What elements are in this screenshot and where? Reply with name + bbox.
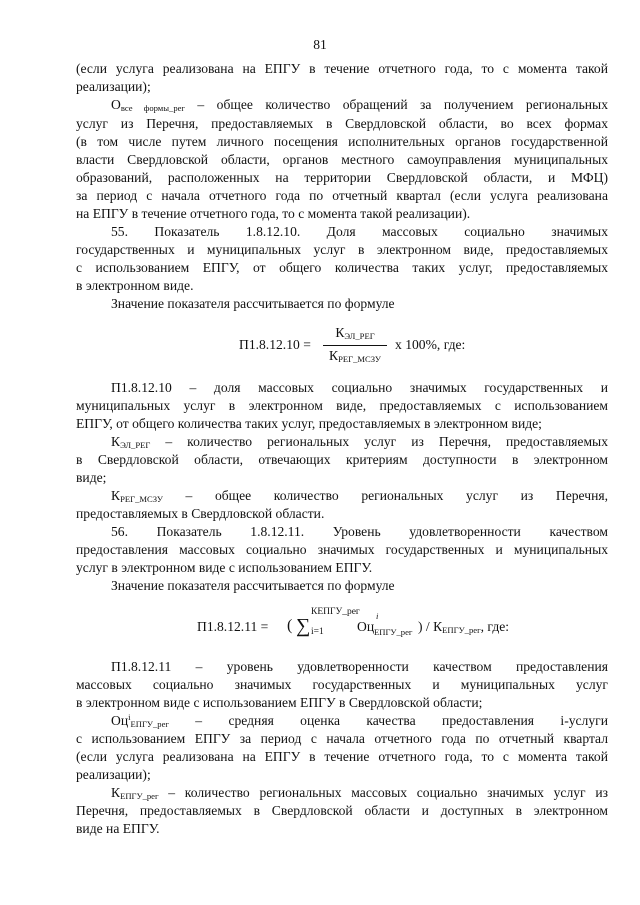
formula-lhs: П1.8.12.11 = (197, 619, 269, 634)
definition-k-epgu: КЕПГУ_рег – количество региональных массовых социально значимых услуг из (111, 785, 608, 801)
text-line: образований, расположенных на территории Свердловской области, и МФЦ) (76, 170, 608, 185)
page-number: 81 (313, 37, 327, 52)
text-line: (если услуга реализована на ЕПГУ в течение отчетного года, то с момента такой (76, 749, 608, 764)
symbol: О (111, 97, 121, 112)
formula-lhs: П1.8.12.10 = (239, 337, 311, 352)
text-line: П1.8.12.10 – доля массовых социально значимых государственных и (111, 380, 608, 395)
average-score-symbol: Оц (357, 619, 375, 634)
text-line: реализации); (76, 767, 151, 782)
sigma-upper-limit: КЕПГУ_рег (311, 607, 360, 617)
text-line: виде на ЕПГУ. (76, 821, 160, 836)
text-line: предоставления массовых социально значимых государственных и муниципальных (76, 542, 608, 557)
text-line: Перечня, предоставляемых в Свердловской области и доступных в электронном (76, 803, 608, 818)
text: – общее количество обращений за получением региональных (184, 97, 608, 112)
text-line: предоставляемых в Свердловской области. (76, 506, 325, 521)
text-line: государственных и муниципальных услуг в электронном виде, предоставляемых (76, 242, 608, 257)
text-line: власти Свердловской области, органов местного самоуправления муниципальных (76, 152, 608, 167)
fraction-denominator: КРЕГ_МСЗУ (329, 348, 381, 364)
text-line: услуг из Перечня, предоставляемых в Свердловской области, во всех формах (76, 116, 608, 131)
open-paren: ( (287, 617, 293, 634)
text-line: с использованием ЕПГУ за период с начала отчетного года по отчетный квартал (76, 731, 608, 746)
text-line: услуг в электронном виде с использованием ЕПГУ. (76, 560, 373, 575)
sigma-symbol: ∑ (296, 615, 311, 637)
text-line: (если услуга реализована на ЕПГУ в течение отчетного года, то с момента такой (76, 61, 608, 76)
fraction-numerator: КЭЛ_РЕГ (323, 325, 387, 346)
formula-intro: Значение показателя рассчитывается по формуле (111, 296, 395, 311)
text-line: массовых социально значимых государственных и муниципальных услуг (76, 677, 608, 692)
formula-rhs: x 100%, где: (395, 337, 466, 352)
subscript: все формы_рег (120, 103, 185, 113)
sigma-lower-limit: i=1 (311, 627, 324, 637)
text-line: в Свердловской области, отвечающих критериям доступности в электронном (76, 452, 608, 467)
item-56-heading: 56. Показатель 1.8.12.11. Уровень удовлетворенности качеством (111, 524, 608, 539)
text-line: с использованием ЕПГУ, от общего количества таких услуг, предоставляемых (76, 260, 608, 275)
formula-1 (0, 325, 640, 373)
formula-fraction (323, 325, 387, 368)
text-line: муниципальных услуг в электронном виде, предоставляемых с использованием (76, 398, 608, 413)
text-line: П1.8.12.11 – уровень удовлетворенности качеством предоставления (111, 659, 608, 674)
text-line: на ЕПГУ в течение отчетного года, то с момента такой реализации). (76, 206, 471, 221)
text-line: реализации); (76, 79, 151, 94)
definition-o-all (111, 96, 608, 114)
text-line: за период с начала отчетного года по отчетный квартал (если услуга реализована (76, 188, 608, 203)
definition-k-el: КЭЛ_РЕГ – количество региональных услуг из Перечня, предоставляемых (111, 434, 608, 450)
text-line: в электронном виде с использованием ЕПГУ в Свердловской области; (76, 695, 483, 710)
definition-oc: $Оц^iЕПГУ\_рег$ – средняя оценка качества предоставления i-услуги (111, 712, 608, 729)
formula-tail: ) / КЕПГУ_рег, где: (418, 619, 510, 635)
superscript: i (376, 611, 379, 621)
item-55-heading: 55. Показатель 1.8.12.10. Доля массовых социально значимых (111, 224, 608, 239)
text-line: ЕПГУ, от общего количества таких услуг, предоставляемых в электронном виде; (76, 416, 542, 431)
subscript: ЕПГУ_рег (374, 627, 413, 637)
formula-intro: Значение показателя рассчитывается по формуле (111, 578, 395, 593)
formula-2 (0, 605, 640, 645)
text-line: виде; (76, 470, 107, 485)
definition-k-reg: КРЕГ_МСЗУ – общее количество региональных услуг из Перечня, (111, 488, 608, 504)
text-line: в электронном виде. (76, 278, 194, 293)
text-line: (в том числе путем личного посещения исполнительных органов государственной (76, 134, 608, 149)
